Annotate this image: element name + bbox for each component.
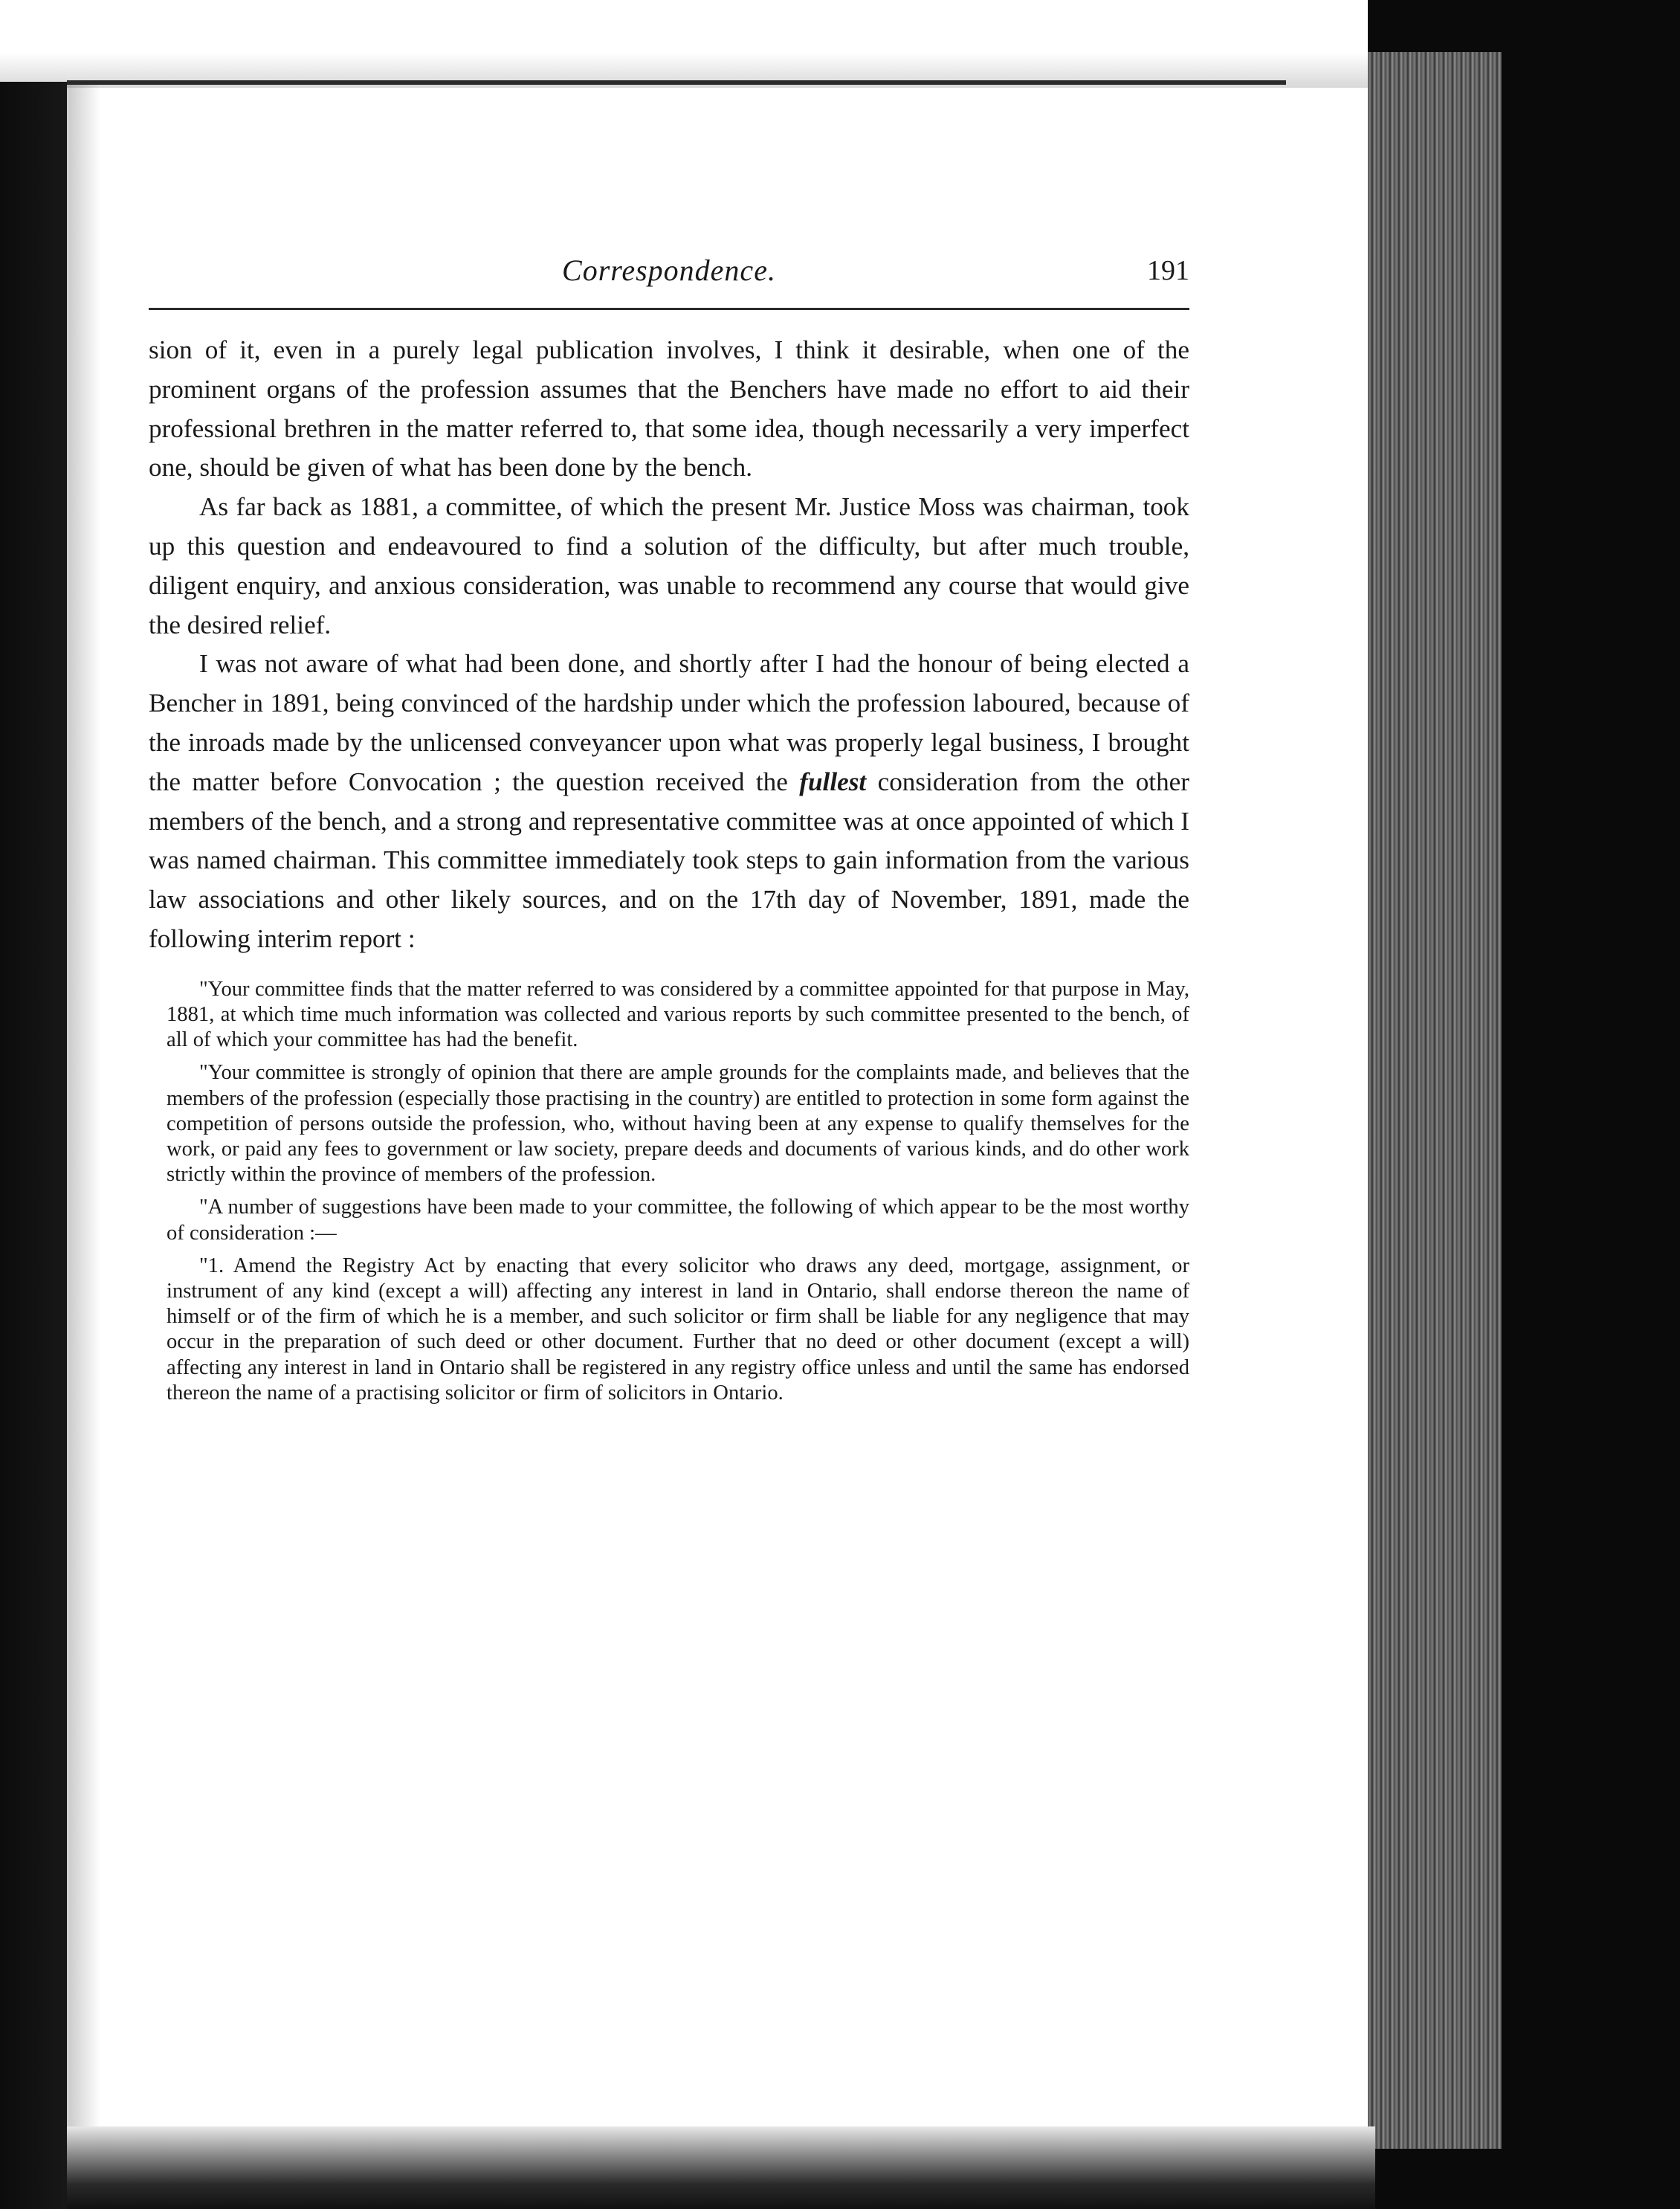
running-head	[149, 253, 1189, 299]
quote-paragraph-2: "Your committee is strongly of opinion that there are ample grounds for the complaints made, and believes that the members of the profession (especially those practising in the country) are entitled to protection in some form against the competition of persons outside the profession, who, without having been at any expense to qualify themselves for the work, or paid any fees to government or law society, prepare deeds and documents of various kinds, and do other work strictly within the province of members of the profession.	[167, 1061, 1189, 1187]
scan-bottom-border	[67, 2126, 1375, 2209]
scan-left-gutter	[0, 82, 100, 2209]
paragraph-3-text-b: consideration from the other members of the bench, and a strong and representative committee was at once appointed of which I was named chairman. This committee immediately took steps to gain information from the various law associations and other likely sources, and on the 17th day of November, 1891, made the following interim report :	[149, 767, 1190, 953]
paragraph-3-text-a: I was not aware of what had been done, and shortly after I had the honour of being elected a Bencher in 1891, being convinced of the hardship under which the profession laboured, because of the inroads made by the unlicensed conveyancer upon what was properly legal business, I brought the matter before Convocation ; the question received the	[149, 649, 1189, 796]
scan-top-edge	[67, 80, 1286, 85]
header-rule	[149, 308, 1189, 310]
page-number: 191	[1147, 255, 1189, 286]
quote-paragraph-3: "A number of suggestions have been made to your committee, the following of which appear to be the most worthy of consideration :—	[167, 1196, 1189, 1245]
quote-paragraph-1: "Your committee finds that the matter referred to was considered by a committee appointed for that purpose in May, 1881, at which time much information was collected and various reports by such committee presented to the bench, of all of which your committee has had the benefit.	[167, 977, 1189, 1052]
page-stack-edges	[1368, 52, 1502, 2149]
report-quotation	[149, 977, 1189, 1406]
quote-paragraph-4: "1. Amend the Registry Act by enacting that every solicitor who draws any deed, mortgage, assignment, or instrument of any kind (except a will) affecting any interest in land in Ontario, shall endorse thereon the name of himself or of the firm of which he is a member, and such solicitor or firm shall be liable for any negligence that may occur in the preparation of such deed or other document. Further that no deed or other document (except a will) affecting any interest in land in Ontario shall be registered in any registry office unless and until the same has endorsed thereon the name of a practising solicitor or firm of solicitors in Ontario.	[167, 1254, 1189, 1405]
paragraph-2: As far back as 1881, a committee, of which the present Mr. Justice Moss was chairman, took up this question and endeavoured to find a solution of the difficulty, but after much trouble, diligent enquiry, and anxious consideration, was unable to recommend any course that would give the desired relief.	[149, 492, 1189, 639]
paragraph-1: sion of it, even in a purely legal publication involves, I think it desirable, when one of the prominent organs of the profession assumes that the Benchers have made no effort to aid their professional brethren in the matter referred to, that some idea, though necessarily a very imperfect one, should be given of what has been done by the bench.	[149, 335, 1189, 483]
running-head-title: Correspondence.	[562, 254, 776, 287]
book-page	[149, 253, 1189, 1413]
paragraph-3	[149, 645, 1189, 958]
emphasis-fullest: fullest	[799, 767, 867, 796]
